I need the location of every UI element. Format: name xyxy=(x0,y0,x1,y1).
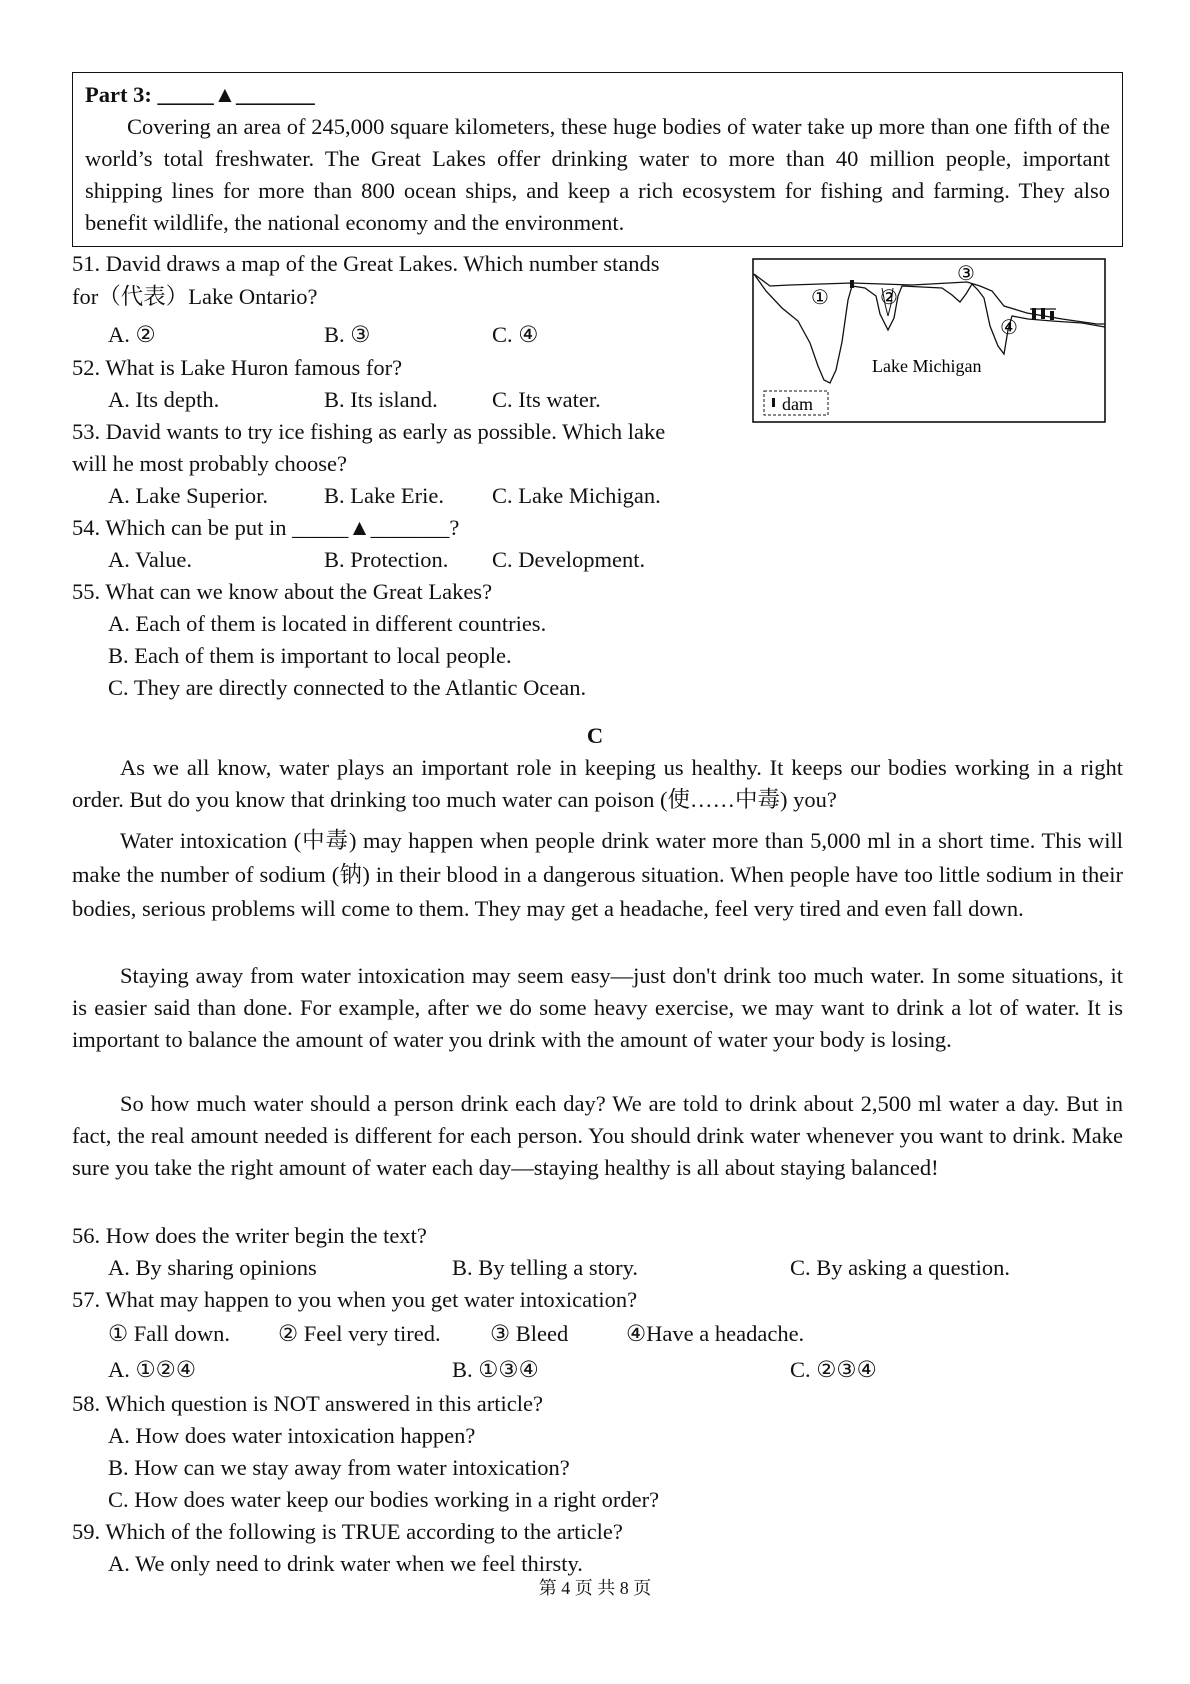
q53-stem-line1: 53. David wants to try ice fishing as early as possible. Which lake xyxy=(72,419,666,444)
part3-box xyxy=(72,72,1123,247)
q53-stem-line2: will he most probably choose? xyxy=(72,451,347,476)
q55-option-c[interactable]: C. They are directly connected to the Atlantic Ocean. xyxy=(108,675,587,700)
q56-option-c[interactable]: C. By asking a question. xyxy=(790,1255,1010,1280)
q54-option-b[interactable]: B. Protection. xyxy=(324,547,449,572)
q57-choice-3: ③ Bleed xyxy=(490,1321,569,1346)
diagram-marker-3: ③ xyxy=(957,261,975,285)
q57-option-b[interactable]: B. ①③④ xyxy=(452,1357,539,1382)
q55-stem: 55. What can we know about the Great Lakes? xyxy=(72,579,493,604)
q58-option-b[interactable]: B. How can we stay away from water intoxication? xyxy=(108,1455,570,1480)
q58-option-a[interactable]: A. How does water intoxication happen? xyxy=(108,1423,476,1448)
q59-option-a[interactable]: A. We only need to drink water when we feel thirsty. xyxy=(108,1551,583,1576)
diagram-lake-label: Lake Michigan xyxy=(872,356,982,376)
q57-choice-2: ② Feel very tired. xyxy=(278,1321,441,1346)
q52-option-c[interactable]: C. Its water. xyxy=(492,387,601,412)
q51-option-b[interactable]: B. ③ xyxy=(324,322,371,347)
q51-stem-line2: for（代表）Lake Ontario? xyxy=(72,284,318,309)
diagram-marker-2: ② xyxy=(880,285,898,309)
section-c-paragraph-4: So how much water should a person drink each day? We are told to drink about 2,500 ml water a day. But in fact, the real amount needed is different for each person. You should drink water whenever you want to drink. Make sure you take the right amount of water each day—staying healthy is all about staying balanced! xyxy=(72,1091,1123,1180)
section-c-title: C xyxy=(586,723,604,748)
q57-choice-4: ④Have a headache. xyxy=(626,1321,805,1346)
diagram-marker-4: ④ xyxy=(1000,315,1018,339)
great-lakes-profile-diagram xyxy=(752,258,1106,423)
q54-stem: 54. Which can be put in _____▲_______? xyxy=(72,515,460,540)
q58-option-c[interactable]: C. How does water keep our bodies working in a right order? xyxy=(108,1487,660,1512)
diagram-marker-1: ① xyxy=(811,285,829,309)
q53-option-c[interactable]: C. Lake Michigan. xyxy=(492,483,661,508)
section-c-paragraph-3: Staying away from water intoxication may seem easy—just don't drink too much water. In some situations, it is easier said than done. For example, after we do some heavy exercise, we may want to drink a lot of water. It is important to balance the amount of water you drink with the amount of water your body is losing. xyxy=(72,963,1123,1052)
q57-option-a[interactable]: A. ①②④ xyxy=(108,1357,197,1382)
q57-choice-1: ① Fall down. xyxy=(108,1321,231,1346)
section-c-paragraph-2: Water intoxication (中毒) may happen when people drink water more than 5,000 ml in a short time. This will make the number of sodium (钠) in their blood in a dangerous situation. When people have too little sodium in their bodies, serious problems will come to them. They may get a headache, feel very tired and even fall down. xyxy=(72,828,1123,921)
q56-stem: 56. How does the writer begin the text? xyxy=(72,1223,427,1248)
section-c-paragraph-1: As we all know, water plays an important role in keeping us healthy. It keeps our bodies working in a right order. But do you know that drinking too much water can poison (使……中毒) you? xyxy=(72,755,1123,812)
part3-heading: Part 3: _____▲_______ xyxy=(85,82,315,107)
q55-option-a[interactable]: A. Each of them is located in different countries. xyxy=(108,611,547,636)
q56-option-b[interactable]: B. By telling a story. xyxy=(452,1255,639,1280)
q52-option-a[interactable]: A. Its depth. xyxy=(108,387,220,412)
q51-option-a[interactable]: A. ② xyxy=(108,322,156,347)
q55-option-b[interactable]: B. Each of them is important to local people. xyxy=(108,643,512,668)
q59-stem: 59. Which of the following is TRUE according to the article? xyxy=(72,1519,623,1544)
q51-stem-line1: 51. David draws a map of the Great Lakes. Which number stands xyxy=(72,251,660,276)
q54-option-c[interactable]: C. Development. xyxy=(492,547,646,572)
q54-option-a[interactable]: A. Value. xyxy=(108,547,192,572)
q51-option-c[interactable]: C. ④ xyxy=(492,322,539,347)
q57-stem: 57. What may happen to you when you get water intoxication? xyxy=(72,1287,638,1312)
q56-option-a[interactable]: A. By sharing opinions xyxy=(108,1255,317,1280)
q53-option-b[interactable]: B. Lake Erie. xyxy=(324,483,444,508)
q58-stem: 58. Which question is NOT answered in this article? xyxy=(72,1391,543,1416)
part3-paragraph: Covering an area of 245,000 square kilometers, these huge bodies of water take up more than one fifth of the world’s total freshwater. The Great Lakes offer drinking water to more than 40 million people, important shipping lines for more than 800 ocean ships, and keep a rich ecosystem for fishing and farming. They also benefit wildlife, the national economy and the environment. xyxy=(85,114,1110,235)
q52-option-b[interactable]: B. Its island. xyxy=(324,387,438,412)
page-footer: 第 4 页 共 8 页 xyxy=(538,1578,652,1598)
q57-option-c[interactable]: C. ②③④ xyxy=(790,1357,877,1382)
diagram-legend-label: dam xyxy=(782,394,813,414)
q52-stem: 52. What is Lake Huron famous for? xyxy=(72,355,403,380)
q53-option-a[interactable]: A. Lake Superior. xyxy=(108,483,268,508)
